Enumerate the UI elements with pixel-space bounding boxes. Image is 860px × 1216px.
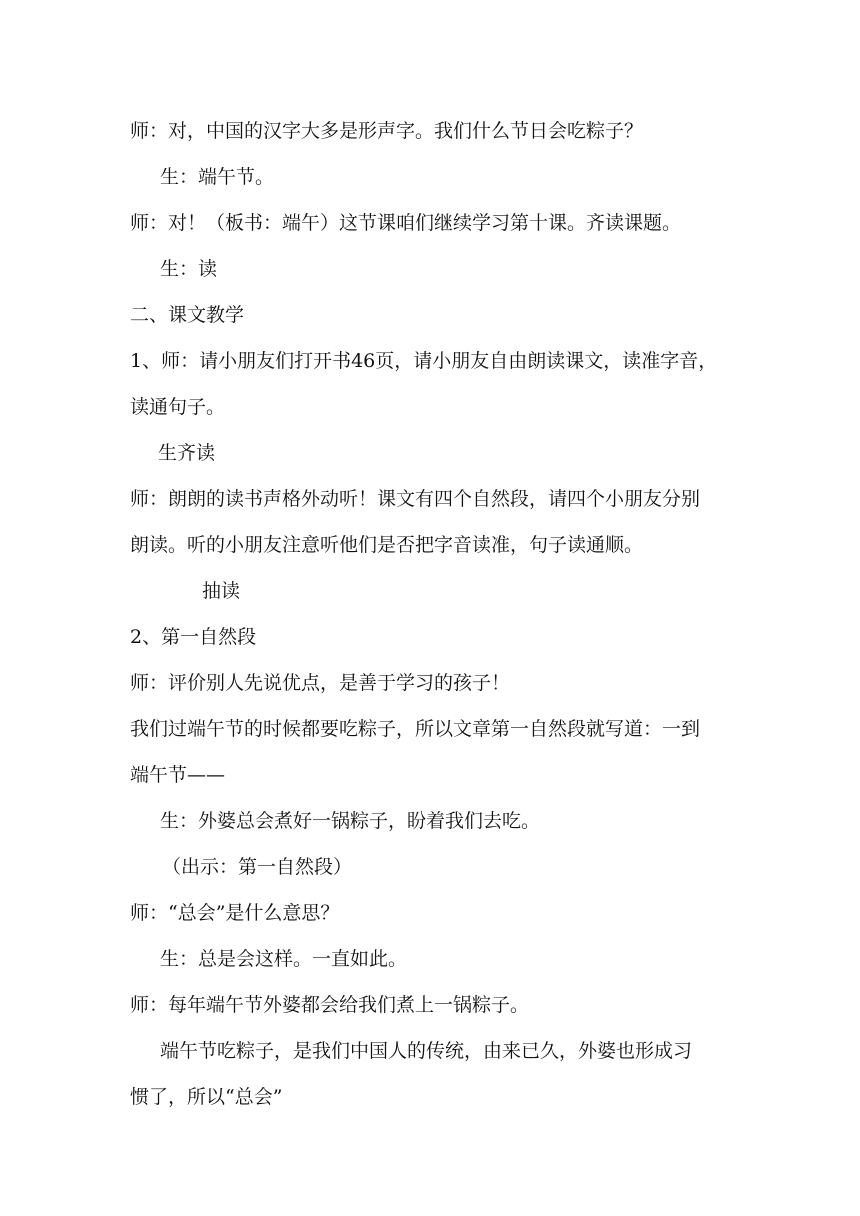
text-line: （出示：第一自然段） — [162, 856, 353, 878]
text-line: 端午节吃粽子，是我们中国人的传统，由来已久，外婆也形成习 — [160, 1040, 693, 1062]
text-line: 师：朗朗的读书声格外动听！课文有四个自然段，请四个小朋友分别 — [130, 488, 701, 510]
section-heading: 二、课文教学 — [130, 304, 245, 326]
text-line: 1、师：请小朋友们打开书46页，请小朋友自由朗读课文，读准字音， — [130, 350, 718, 372]
text-line: 师：对，中国的汉字大多是形声字。我们什么节日会吃粽子？ — [130, 120, 644, 142]
text-line: 生：外婆总会煮好一锅粽子，盼着我们去吃。 — [160, 810, 541, 832]
text-line: 惯了，所以“总会” — [130, 1086, 283, 1108]
text-line: 读通句子。 — [130, 396, 226, 418]
text-line: 师：“总会”是什么意思？ — [130, 902, 340, 924]
section-heading: 2、第一自然段 — [130, 626, 257, 648]
text-line: 生：总是会这样。一直如此。 — [160, 948, 408, 970]
text-line: 师：每年端午节外婆都会给我们煮上一锅粽子。 — [130, 994, 530, 1016]
text-line: 端午节—— — [130, 764, 226, 786]
text-line: 师：评价别人先说优点，是善于学习的孩子！ — [130, 672, 511, 694]
text-line: 生：端午节。 — [160, 166, 275, 188]
text-line: 生齐读 — [158, 442, 216, 464]
text-line: 师：对！（板书：端午）这节课咱们继续学习第十课。齐读课题。 — [130, 212, 682, 234]
text-line: 生：读 — [160, 258, 218, 280]
text-line: 朗读。听的小朋友注意听他们是否把字音读准，句子读通顺。 — [130, 534, 644, 556]
document-body — [130, 108, 740, 1120]
text-line: 我们过端午节的时候都要吃粽子，所以文章第一自然段就写道：一到 — [130, 718, 701, 740]
text-line: 抽读 — [202, 580, 241, 602]
